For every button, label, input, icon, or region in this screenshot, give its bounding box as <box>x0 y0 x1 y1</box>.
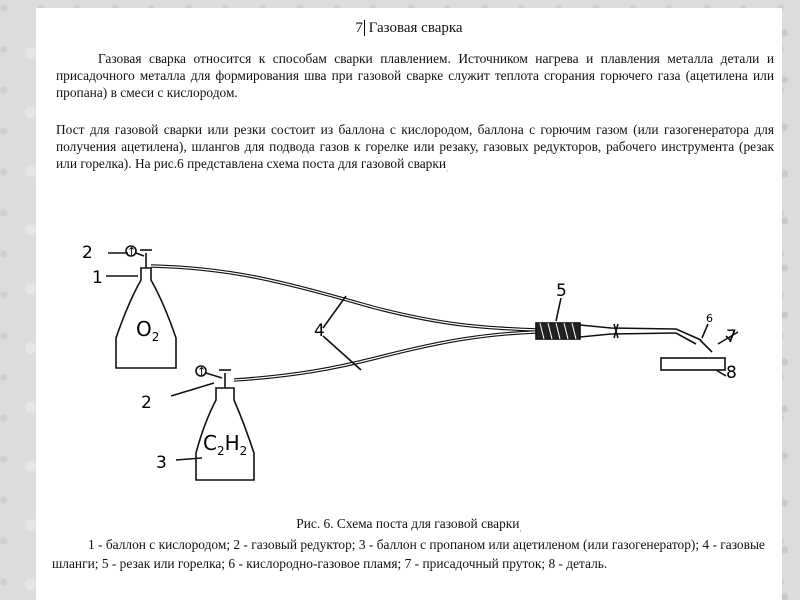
leader-3 <box>176 458 202 460</box>
label-7: 7 <box>726 327 737 347</box>
paragraph-post-description <box>56 121 774 178</box>
oxygen-gauge-link <box>136 253 144 256</box>
label-2-top: 2 <box>82 243 93 263</box>
fuel-formula: $C_2H_2$ <box>203 431 248 458</box>
document-page <box>36 8 782 600</box>
torch-tip <box>676 329 701 344</box>
figure-caption-text: Рис. 6. Схема поста для газовой сварки <box>296 516 520 531</box>
fuel-gauge-link <box>206 373 222 378</box>
oxygen-hose <box>151 266 536 330</box>
label-4: 4 <box>314 321 325 341</box>
workpiece <box>661 358 725 370</box>
label-3: 3 <box>156 453 167 473</box>
oxygen-gauge-symbol: ↑ <box>127 245 137 258</box>
leader-4a <box>323 296 346 328</box>
label-8: 8 <box>726 363 737 383</box>
section-number: 7 <box>355 20 363 36</box>
fuel-gauge-symbol: ↑ <box>197 365 207 378</box>
section-title-text: Газовая сварка <box>368 20 463 36</box>
leader-2-bottom <box>171 383 214 396</box>
oxygen-formula: $O_2$ <box>136 317 160 344</box>
figure-caption <box>36 516 782 534</box>
figure-caption-end: . <box>519 523 522 534</box>
leader-6 <box>702 324 708 338</box>
paragraph-post-end: . <box>446 164 449 175</box>
label-6: 6 <box>706 312 713 325</box>
diagram-svg <box>36 228 782 518</box>
label-5: 5 <box>556 281 567 301</box>
flame <box>700 340 712 352</box>
leader-5 <box>556 298 561 321</box>
paragraph-intro: Газовая сварка относится к способам сварки плавлением. Источником нагрева и плавления металла детали и присадочного металла для формирования шва при газовой сварке служит теплота сгорания горючего газа (ацетилена или пропана) в смеси с кислородом. <box>56 51 774 101</box>
welding-post-diagram <box>36 228 782 518</box>
fuel-hose-inner <box>234 332 536 380</box>
label-1: 1 <box>92 268 103 288</box>
label-2-bottom: 2 <box>141 393 152 413</box>
torch-valve <box>614 324 618 338</box>
torch-body <box>580 325 676 337</box>
paragraph-post-text: Пост для газовой сварки или резки состоит из баллона с кислородом, баллона с горючим газом (или газогенератора для получения ацетилена), шлангов для подвода газов к горелке или резаку, газовых редукторов, рабочего инструмента (резак или горелка). На рис.6 представлена схема поста для газовой сварки <box>56 122 774 172</box>
section-title <box>36 20 782 37</box>
leader-8 <box>716 370 726 376</box>
figure-legend: 1 - баллон с кислородом; 2 - газовый редуктор; 3 - баллон с пропаном или ацетиленом (или газогенератор); 4 - газовые шланги; 5 - резак или горелка; 6 - кислородно-газовое пламя; 7 - присадочный пруток; 8 - деталь. <box>52 537 765 571</box>
